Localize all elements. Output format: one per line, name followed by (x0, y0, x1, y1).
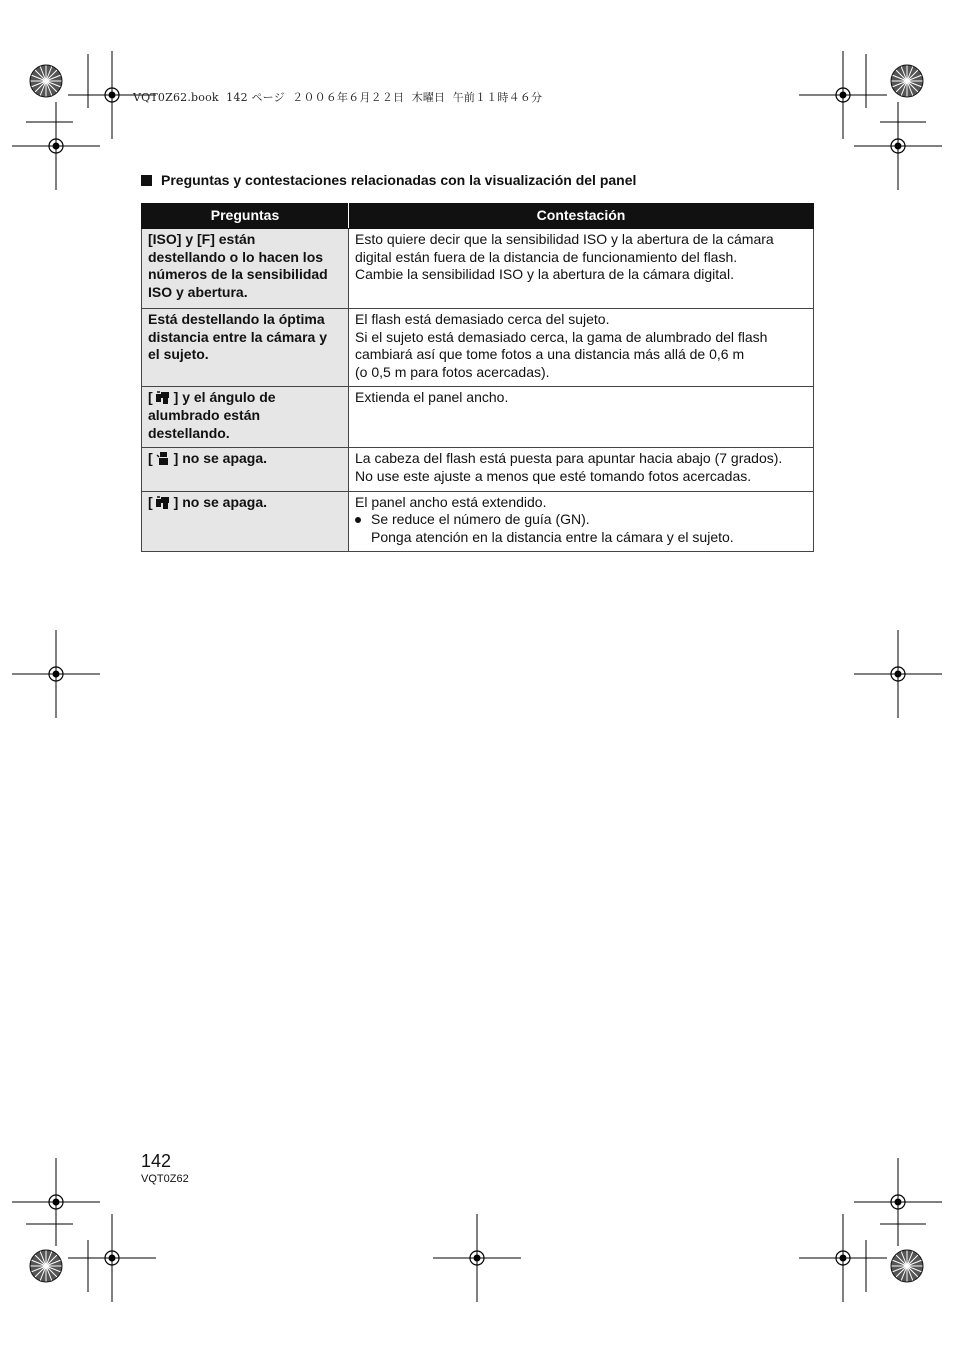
table-row (142, 309, 814, 387)
answer-line: digital están fuera de la distancia de funcionamiento del flash. (355, 248, 738, 265)
answer-line: No use este ajuste a menos que esté tomando fotos acercadas. (355, 467, 752, 484)
table-row (142, 491, 814, 552)
answer-line: Cambie la sensibilidad ISO y la abertura de la cámara digital. (355, 266, 734, 283)
tilt-flash-icon (156, 452, 171, 465)
answer-line: Esto quiere decir que la sensibilidad ISO y la abertura de la cámara (355, 231, 774, 247)
page-number: 142 (141, 1151, 172, 1171)
question-suffix: ] no se apaga. (173, 493, 268, 510)
question-cell (142, 309, 349, 387)
question-line (148, 494, 342, 512)
answer-cell (349, 229, 814, 309)
bracket-open: [ (148, 450, 153, 467)
question-suffix: ] y el ángulo de (173, 389, 276, 406)
question-line: Está destellando la óptima (148, 311, 325, 327)
bracket-open: [ (148, 389, 153, 406)
wide-panel-flash-icon (156, 496, 171, 509)
question-line: ISO y abertura. (148, 283, 248, 300)
answer-cell (349, 448, 814, 491)
question-cell (142, 448, 349, 491)
wide-panel-flash-icon (156, 391, 171, 404)
answer-cell (349, 309, 814, 387)
header-answers: Contestación (349, 204, 814, 229)
question-suffix: ] no se apaga. (173, 450, 268, 467)
question-line (148, 450, 342, 468)
question-line: destellando. (148, 424, 230, 441)
question-line: distancia entre la cámara y (148, 328, 327, 345)
header-questions: Preguntas (142, 204, 349, 229)
bracket-open: [ (148, 493, 153, 510)
question-line: alumbrado están (148, 406, 261, 423)
table-row (142, 387, 814, 448)
model-code: VQT0Z62 (141, 1173, 189, 1185)
question-line: números de la sensibilidad (148, 266, 328, 283)
question-cell (142, 491, 349, 552)
answer-line: cambiará así que tome fotos a una distancia más allá de 0,6 m (355, 346, 745, 363)
answer-cell (349, 491, 814, 552)
question-line: destellando o lo hacen los (148, 248, 324, 265)
answer-bullet: Se reduce el número de guía (GN). (355, 511, 807, 529)
section-title (141, 172, 636, 188)
print-header-line: VQT0Z62.book 142 ページ ２００６年６月２２日 木曜日 午前１１時４６分 (133, 91, 543, 104)
square-bullet-icon (141, 175, 152, 186)
question-line: el sujeto. (148, 346, 209, 363)
section-title-text: Preguntas y contestaciones relacionadas con la visualización del panel (161, 172, 637, 188)
question-line: [ISO] y [F] están (148, 231, 256, 247)
answer-line: (o 0,5 m para fotos acercadas). (355, 363, 550, 380)
question-cell (142, 387, 349, 448)
table-row (142, 448, 814, 491)
answer-line: Extienda el panel ancho. (355, 389, 509, 406)
answer-indented-line: Ponga atención en la distancia entre la cámara y el sujeto. (371, 528, 734, 545)
table-row (142, 229, 814, 309)
answer-line: Si el sujeto está demasiado cerca, la gama de alumbrado del flash (355, 328, 768, 345)
answer-line: La cabeza del flash está puesta para apuntar hacia abajo (7 grados). (355, 450, 783, 467)
answer-cell (349, 387, 814, 448)
question-line (148, 389, 342, 407)
qa-table (141, 203, 814, 552)
answer-line: El panel ancho está extendido. (355, 493, 547, 510)
table-header-row (142, 204, 814, 229)
question-cell (142, 229, 349, 309)
answer-line: El flash está demasiado cerca del sujeto. (355, 311, 610, 327)
